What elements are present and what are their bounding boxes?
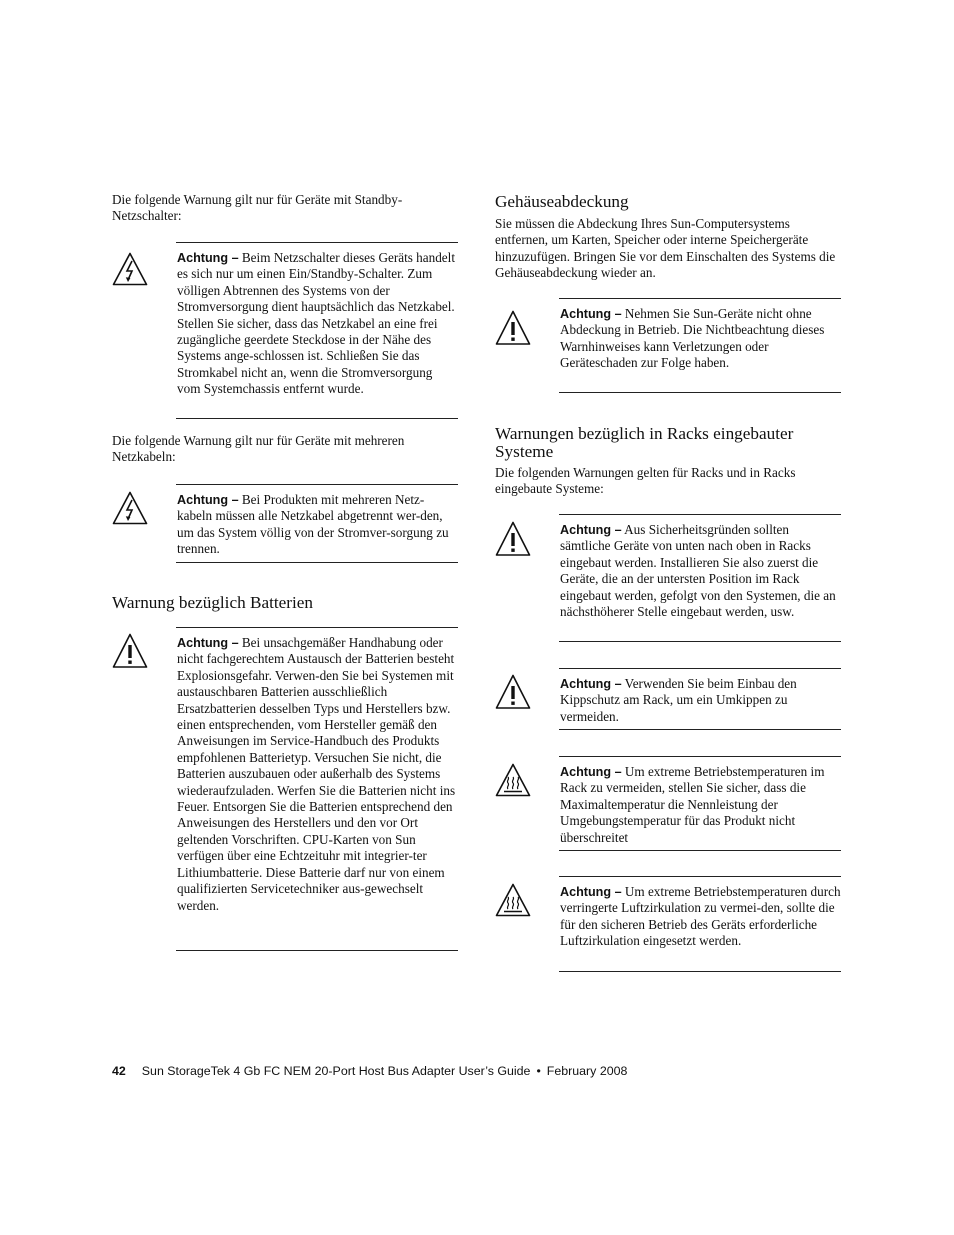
warning-label: Achtung – [560, 677, 622, 691]
intro-racks: Die folgenden Warnungen gelten für Racks und in Racks eingebaute Systeme: [495, 465, 796, 497]
warning-box [559, 668, 841, 730]
warning-label: Achtung – [177, 636, 239, 650]
heading-cover: Gehäuseabdeckung [495, 192, 629, 211]
exclamation-warning-icon [495, 674, 531, 718]
warning-box [176, 484, 458, 563]
warning-text: Um extreme Betriebstemperaturen durch verringerte Luftzirkulation zu vermei-den, sollte die für den sicheren Betrieb des Geräts erforderliche Luftzirkulation eingesetzt werden. [560, 884, 841, 949]
warning-text: Bei Produkten mit mehreren Netz-kabeln müssen alle Netzkabel abgetrennt wer-den, um das System völlig von der Stromver-sorgung zu trennen. [177, 492, 449, 557]
document-title: Sun StorageTek 4 Gb FC NEM 20-Port Host Bus Adapter User’s Guide [141, 1064, 531, 1078]
warning-label: Achtung – [560, 307, 622, 321]
heading-racks: Warnungen bezüglich in Racks eingebauter Systeme [495, 424, 794, 461]
warning-label: Achtung – [560, 523, 622, 537]
page-number: 42 [112, 1064, 126, 1078]
warning-box [559, 298, 841, 393]
warning-box [559, 514, 841, 642]
document-date: February 2008 [546, 1064, 628, 1078]
exclamation-warning-icon [495, 521, 531, 565]
warning-label: Achtung – [177, 493, 239, 507]
electrical-hazard-icon [112, 252, 148, 296]
warning-text: Aus Sicherheitsgründen sollten sämtliche Geräte von unten nach oben in Racks eingebaut werden. Installieren Sie also zuerst die Geräte, die an der untersten Position im Rack eingebaut werden, gefolgt von den Systemen, die an nächsthöherer Stelle eingebaut werden, usw. [560, 522, 836, 620]
electrical-hazard-icon [112, 491, 148, 535]
warning-box [559, 876, 841, 972]
warning-box [176, 627, 458, 951]
warning-label: Achtung – [560, 885, 622, 899]
page-footer [112, 1063, 627, 1079]
footer-bullet: • [536, 1064, 541, 1078]
warning-label: Achtung – [560, 765, 622, 779]
warning-text: Verwenden Sie beim Einbau den Kippschutz am Rack, um ein Umkippen zu vermeiden. [560, 676, 797, 724]
exclamation-warning-icon [495, 310, 531, 354]
warning-label: Achtung – [177, 251, 239, 265]
intro-standby: Die folgende Warnung gilt nur für Geräte mit Standby-Netzschalter: [112, 192, 403, 224]
hot-surface-icon [495, 763, 531, 807]
warning-text: Um extreme Betriebstemperaturen im Rack zu vermeiden, stellen Sie sicher, dass die Maximaltemperatur die Nennleistung der Umgebungstemperatur für das Produkt nicht überschreitet [560, 764, 825, 845]
warning-text: Beim Netzschalter dieses Geräts handelt es sich nur um einen Ein/Standby-Schalter. Zum völligen Abtrennen des Systems von der Stromversorgung dient hauptsächlich das Netzkabel. Stellen Sie sicher, dass das Netzkabel an eine frei zugängliche geerdete Steckdose in der Nähe des Systems ange-schlossen ist. Schließen Sie das Stromkabel nicht an, wenn die Stromversorgung vom Systemchassis entfernt wurde. [177, 250, 455, 397]
warning-box [559, 756, 841, 851]
exclamation-warning-icon [112, 633, 148, 677]
intro-multiple-cords: Die folgende Warnung gilt nur für Geräte mit mehreren Netzkabeln: [112, 433, 405, 465]
heading-batteries: Warnung bezüglich Batterien [112, 593, 313, 612]
intro-cover: Sie müssen die Abdeckung Ihres Sun-Computersystems entfernen, um Karten, Speicher oder interne Speichergeräte hinzuzufügen. Bringen Sie vor dem Einschalten des Systems die Gehäuseabdeckung wieder an. [495, 216, 836, 281]
warning-text: Bei unsachgemäßer Handhabung oder nicht fachgerechtem Austausch der Batterien besteht Explosionsgefahr. Verwen-den Sie bei Systemen mit austauschbaren Batterien ausschließlich Ersatzbatterien desselben Typs und Herstellers bzw. einen entsprechenden, vom Hersteller gemäß den Anweisungen im Service-Handbuch des Produkts empfohlenen Batterietyp. Versuchen Sie nicht, die Batterien auszubauen oder außerhalb des Systems wiederaufzuladen. Werfen Sie die Batterien nicht ins Feuer. Entsorgen Sie die Batterien entsprechend den Anweisungen des Herstellers und den vor Ort geltenden Vorschriften. CPU-Karten von Sun verfügen über eine Echtzeituhr mit integrier-ter Lithiumbatterie. Diese Batterie darf nur von einem qualifizierten Servicetechniker aus-gewechselt werden. [177, 635, 456, 913]
warning-box [176, 242, 458, 419]
warning-text: Nehmen Sie Sun-Geräte nicht ohne Abdeckung in Betrieb. Die Nichtbeachtung dieses Warnhinweises kann Verletzungen oder Geräteschaden zur Folge haben. [560, 306, 825, 371]
hot-surface-icon [495, 883, 531, 927]
